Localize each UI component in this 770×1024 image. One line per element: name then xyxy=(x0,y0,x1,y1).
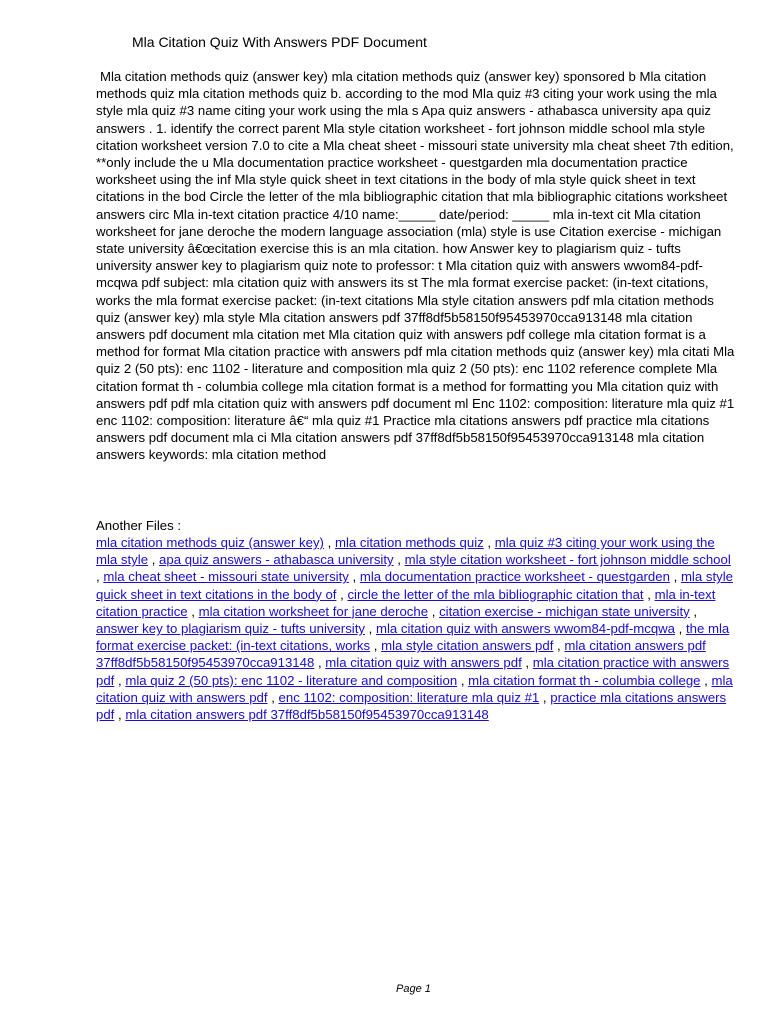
another-file-link[interactable]: mla documentation practice worksheet - questgarden xyxy=(359,569,670,585)
another-file-link[interactable]: mla citation answers pdf 37ff8df5b58150f95453970cca913148 xyxy=(96,638,706,671)
another-file-link[interactable]: answer key to plagiarism quiz - tufts university xyxy=(96,621,365,637)
link-separator: , xyxy=(323,535,335,550)
link-separator: , xyxy=(393,552,405,568)
link-separator: , xyxy=(114,707,126,723)
link-separator: , xyxy=(675,621,687,637)
link-separator: , xyxy=(114,672,126,688)
another-file-link[interactable]: mla style citation answers pdf xyxy=(381,638,554,654)
another-file-link[interactable]: apa quiz answers - athabasca university xyxy=(159,552,394,568)
another-file-link[interactable]: practice mla citations answers pdf xyxy=(96,689,727,723)
another-file-link[interactable]: the mla format exercise packet: (in-text citations, works xyxy=(96,621,730,654)
another-file-link[interactable]: mla citation practice with answers pdf xyxy=(96,655,730,688)
another-file-link[interactable]: mla quiz #3 citing your work using the mla style xyxy=(96,535,715,568)
link-separator: , xyxy=(96,569,104,585)
another-file-link[interactable]: mla citation quiz with answers pdf xyxy=(325,655,522,671)
link-separator: , xyxy=(643,586,655,602)
another-file-link[interactable]: mla style citation worksheet - fort johnson middle school xyxy=(404,552,731,568)
another-file-link[interactable]: mla citation methods quiz xyxy=(334,535,484,550)
link-separator: , xyxy=(428,603,440,619)
another-files-heading: Another Files : xyxy=(96,518,182,533)
another-file-link[interactable]: mla citation quiz with answers pdf xyxy=(96,672,733,705)
link-separator: , xyxy=(314,655,326,671)
link-separator: , xyxy=(700,672,712,688)
document-title: Mla Citation Quiz With Answers PDF Document xyxy=(132,34,427,50)
link-separator: , xyxy=(364,621,376,637)
another-file-link[interactable]: circle the letter of the mla bibliographic citation that xyxy=(347,586,644,602)
another-file-link[interactable]: mla citation answers pdf 37ff8df5b58150f95453970cca913148 xyxy=(125,707,489,723)
link-separator: , xyxy=(148,552,160,568)
another-file-link[interactable]: mla in-text citation practice xyxy=(96,586,716,619)
another-files-link-list xyxy=(96,534,736,723)
link-separator: , xyxy=(521,655,533,671)
page-number: Page 1 xyxy=(396,983,431,995)
link-separator: , xyxy=(553,638,565,654)
another-file-link[interactable]: mla citation format th - columbia college xyxy=(468,672,701,688)
document-body-paragraph: Mla citation methods quiz (answer key) mla citation methods quiz (answer key) sponsored b Mla citation methods quiz mla citation methods quiz b. according to the mod Mla quiz #3 citing your work using the mla style mla quiz #3 name citing your work using the mla s Apa quiz answers - athabasca university apa quiz answers . 1. identify the correct parent Mla style citation worksheet - fort johnson middle school mla style citation worksheet version 7.0 to cite a Mla cheat sheet - missouri state university mla cheat sheet 7th edition, **only include the u Mla documentation practice worksheet - questgarden mla documentation practice worksheet using the inf Mla style quick sheet in text citations in the body of mla style quick sheet in text citations in the bod Circle the letter of the mla bibliographic citation that mla bibliographic citations worksheet answers circ Mla in-text citation practice 4/10 name:_____ date/period: _____ mla in-text cit Mla citation worksheet for jane deroche the modern language association (mla) style is use Citation exercise - michigan state university â€œcitation exercise this is an mla citation. how Answer key to plagiarism quiz - tufts university answer key to plagiarism quiz note to professor: t Mla citation quiz with answers wwom84-pdf-mcqwa pdf subject: mla citation quiz with answers its st The mla format exercise packet: (in-text citations, works the mla format exercise packet: (in-text citations Mla style citation answers pdf mla citation methods quiz (answer key) mla style Mla citation answers pdf 37ff8df5b58150f95453970cca913148 mla citation answers pdf document mla citation met Mla citation quiz with answers pdf college mla citation format is a method for format Mla citation practice with answers pdf mla citation methods quiz (answer key) mla citati Mla quiz 2 (50 pts): enc 1102 - literature and composition mla quiz 2 (50 pts): enc 1102 reference complete Mla citation format th - columbia college mla citation format is a method for formatting you Mla citation quiz with answers pdf pdf mla citation quiz with answers pdf document ml Enc 1102: composition: literature mla quiz #1 enc 1102: composition: literature â€“ mla quiz #1 Practice mla citations answers pdf practice mla citations answers pdf document mla ci Mla citation answers pdf 37ff8df5b58150f95453970cca913148 mla citation answers keywords: mla citation method xyxy=(96,69,735,463)
link-separator: , xyxy=(457,672,469,688)
link-separator: , xyxy=(669,569,681,585)
link-separator: , xyxy=(267,689,279,705)
another-file-link[interactable]: mla citation worksheet for jane deroche xyxy=(198,603,429,619)
another-file-link[interactable]: citation exercise - michigan state university xyxy=(439,603,690,619)
another-file-link[interactable]: mla citation methods quiz (answer key) xyxy=(96,535,324,550)
link-separator: , xyxy=(483,535,495,550)
link-separator: , xyxy=(539,689,551,705)
another-file-link[interactable]: mla cheat sheet - missouri state university xyxy=(103,569,349,585)
another-file-link[interactable]: mla quiz 2 (50 pts): enc 1102 - literature and composition xyxy=(125,672,458,688)
link-separator: , xyxy=(187,603,199,619)
link-separator: , xyxy=(370,638,382,654)
link-separator: , xyxy=(336,586,348,602)
another-file-link[interactable]: mla style quick sheet in text citations in the body of xyxy=(96,569,733,602)
link-separator: , xyxy=(689,603,698,619)
link-separator: , xyxy=(348,569,360,585)
another-file-link[interactable]: mla citation quiz with answers wwom84-pdf-mcqwa xyxy=(375,621,676,637)
another-file-link[interactable]: enc 1102: composition: literature mla quiz #1 xyxy=(278,689,540,705)
